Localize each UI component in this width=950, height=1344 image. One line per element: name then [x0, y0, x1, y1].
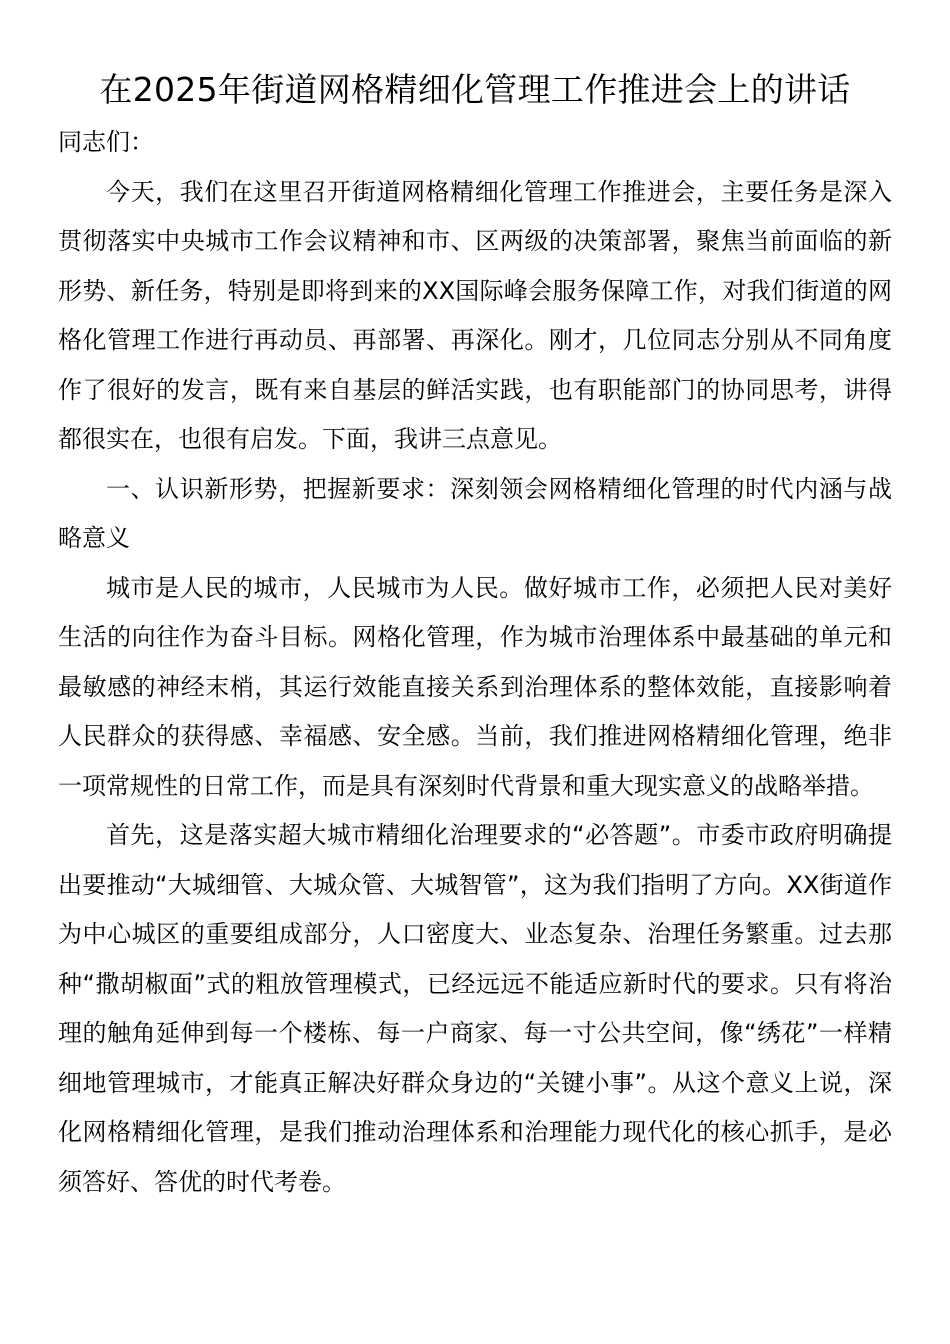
document-title: 在2025年街道网格精细化管理工作推进会上的讲话 — [99, 70, 851, 109]
paragraph-city-people: 城市是人民的城市，人民城市为人民。做好城市工作，必须把人民对美好生活的向往作为奋斗目标。网格化管理，作为城市治理体系中最基础的单元和最敏感的神经末梢，其运行效能直接关系到治理体系的整体效能，直接影响着人民群众的获得感、幸福感、安全感。当前，我们推进网格精细化管理，绝非一项常规性的日常工作，而是具有深刻时代背景和重大现实意义的战略举措。 — [58, 573, 892, 800]
paragraph-opening: 今天，我们在这里召开街道网格精细化管理工作推进会，主要任务是深入贯彻落实中央城市工作会议精神和市、区两级的决策部署，聚焦当前面临的新形势、新任务，特别是即将到来的XX国际峰会服务保障工作，对我们街道的网格化管理工作进行再动员、再部署、再深化。刚才，几位同志分别从不同角度作了很好的发言，既有来自基层的鲜活实践，也有职能部门的协同思考，讲得都很实在，也很有启发。下面，我讲三点意见。 — [58, 177, 892, 453]
paragraph-first-point: 首先，这是落实超大城市精细化治理要求的“必答题”。市委市政府明确提出要推动“大城细管、大城众管、大城智管”，这为我们指明了方向。XX街道作为中心城区的重要组成部分，人口密度大、业态复杂、治理任务繁重。过去那种“撒胡椒面”式的粗放管理模式，已经远远不能适应新时代的要求。只有将治理的触角延伸到每一个楼栋、每一户商家、每一寸公共空间，像“绣花”一样精细地管理城市，才能真正解决好群众身边的“关键小事”。从这个意义上说，深化网格精细化管理，是我们推动治理体系和治理能力现代化的核心抓手，是必须答好、答优的时代考卷。 — [58, 821, 892, 1196]
document-body — [58, 118, 892, 1207]
section-heading-1: 一、认识新形势，把握新要求：深刻领会网格精细化管理的时代内涵与战略意义 — [58, 474, 892, 552]
salutation: 同志们： — [58, 128, 154, 156]
